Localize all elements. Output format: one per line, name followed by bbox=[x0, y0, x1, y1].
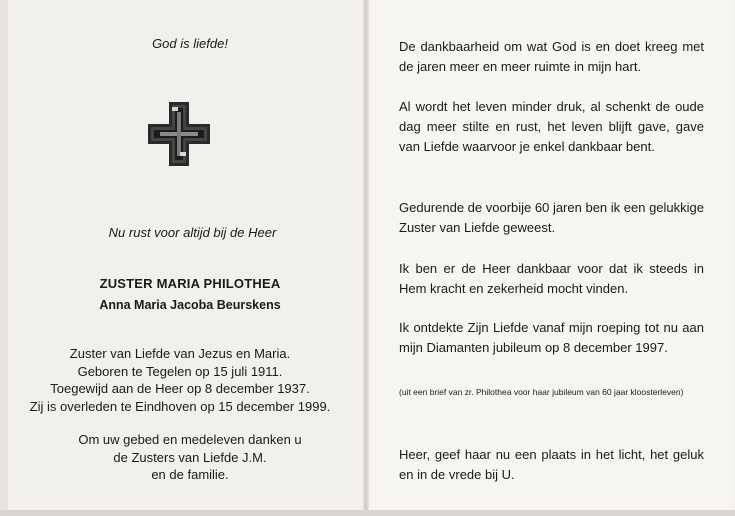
card-edge bbox=[0, 0, 8, 516]
bio-line: Toegewijd aan de Heer op 8 december 1937. bbox=[50, 381, 310, 396]
closing-prayer: Heer, geef haar nu een plaats in het licht, het geluk en in de vrede bij U. bbox=[399, 447, 704, 482]
bio-line: Zij is overleden te Eindhoven op 15 december 1999. bbox=[29, 398, 331, 414]
paragraph: Ik ben er de Heer dankbaar voor dat ik steeds in Hem kracht en zekerheid mocht vinden. bbox=[399, 261, 704, 296]
bio-line: Geboren te Tegelen op 15 juli 1911. bbox=[77, 363, 283, 379]
motto: God is liefde! bbox=[152, 36, 228, 51]
deceased-name: ZUSTER MARIA PHILOTHEA bbox=[99, 276, 281, 291]
deceased-full-name: Anna Maria Jacoba Beurskens bbox=[99, 298, 281, 312]
biography bbox=[20, 345, 340, 415]
bio-line: Zuster van Liefde van Jezus en Maria. bbox=[69, 346, 291, 361]
cross-icon bbox=[148, 102, 210, 166]
prayer-line: de Zusters van Liefde J.M. bbox=[113, 449, 267, 465]
paragraph: Gedurende de voorbije 60 jaren ben ik een gelukkige Zuster van Liefde geweest. bbox=[399, 200, 704, 235]
paragraph: De dankbaarheid om wat God is en doet kreeg met de jaren meer en meer ruimte in mijn hart. bbox=[399, 39, 704, 74]
source-note: (uit een brief van zr. Philothea voor haar jubileum van 60 jaar kloosterleven) bbox=[399, 387, 684, 397]
prayer-line: Om uw gebed en medeleven danken u bbox=[78, 432, 302, 447]
card-bottom-edge bbox=[0, 510, 735, 516]
prayer-line: en de familie. bbox=[151, 467, 229, 482]
paragraph: Ik ontdekte Zijn Liefde vanaf mijn roeping tot nu aan mijn Diamanten jubileum op 8 december 1997. bbox=[399, 320, 704, 355]
prayer-request bbox=[40, 431, 340, 484]
paragraph: Al wordt het leven minder druk, al schenkt de oude dag meer stilte en rust, het leven blijft gave, gave van Liefde waarvoor je enkel dankbaar bent. bbox=[399, 99, 704, 154]
rest-text: Nu rust voor altijd bij de Heer bbox=[108, 225, 277, 240]
